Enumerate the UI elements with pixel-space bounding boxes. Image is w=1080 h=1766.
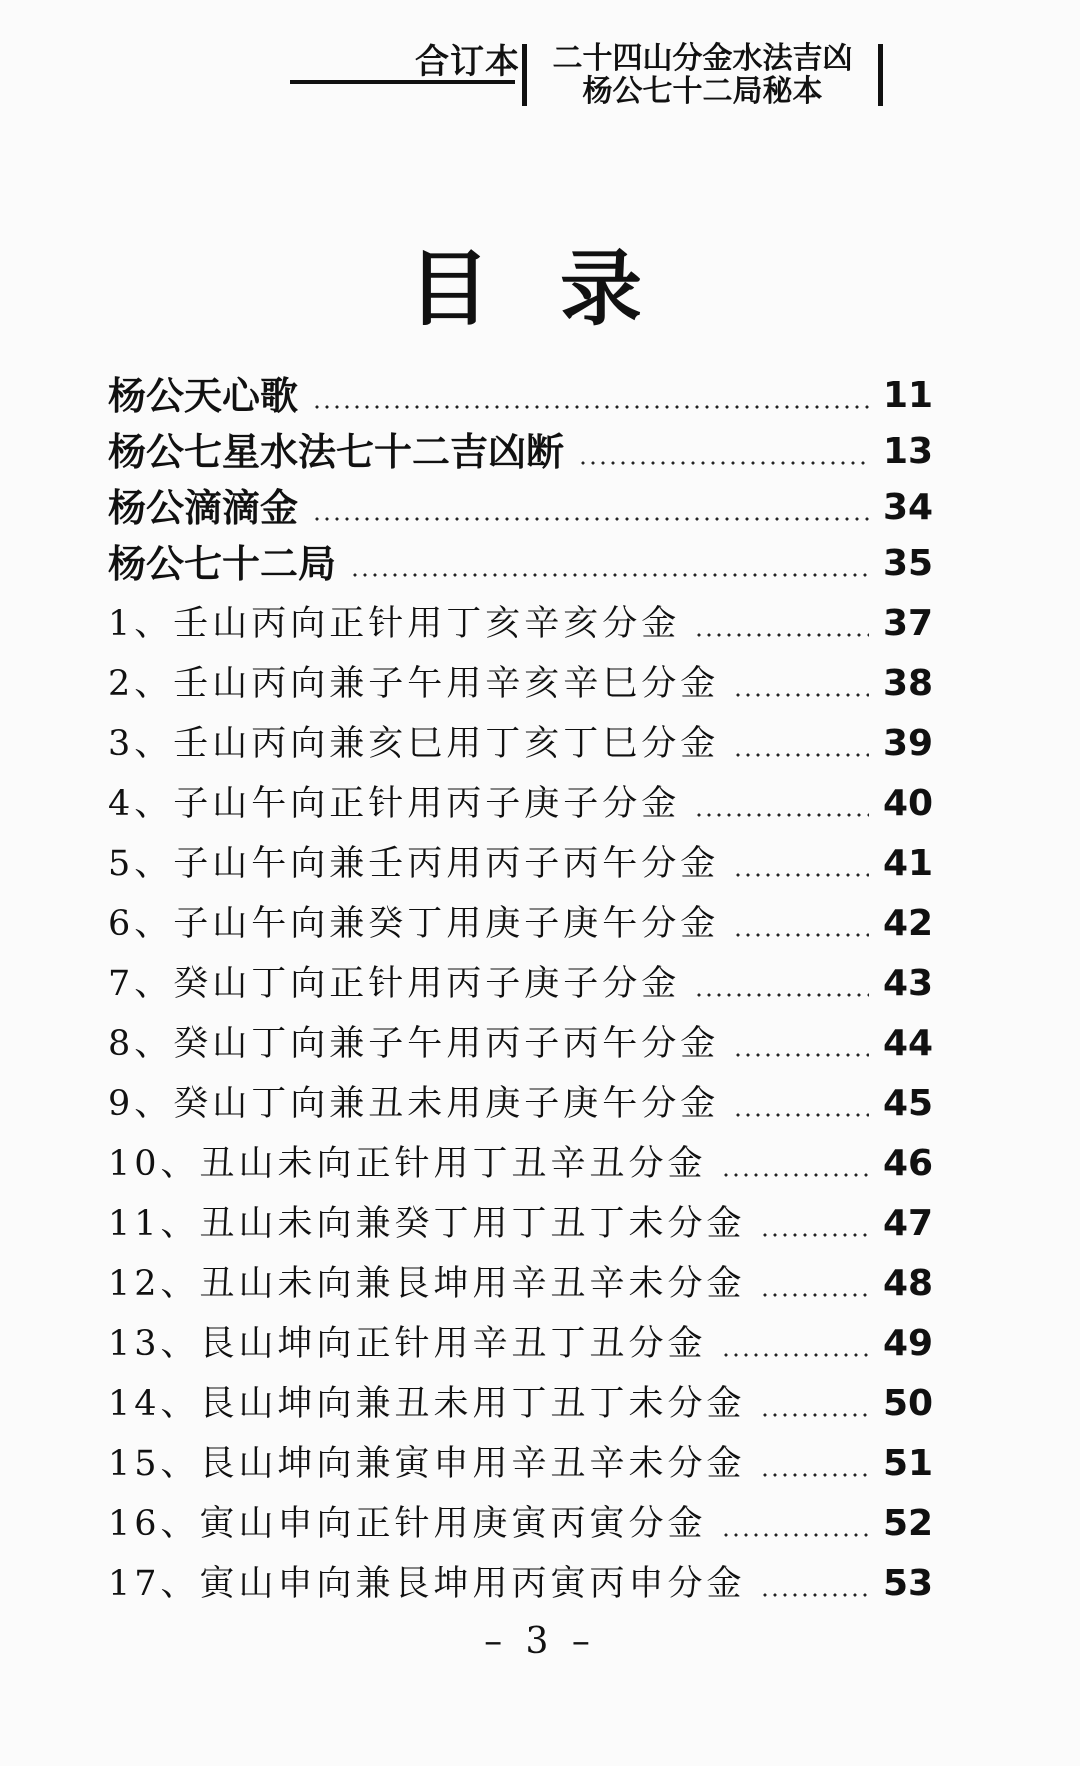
toc-entry[interactable] xyxy=(108,889,943,949)
toc-entry[interactable] xyxy=(108,1489,943,1549)
toc-page-number: 52 xyxy=(883,1503,934,1544)
toc-dot-leader xyxy=(350,573,869,577)
toc-entry-label: 14、艮山坤向兼丑未用丁丑丁未分金 xyxy=(108,1384,746,1424)
toc-dot-leader xyxy=(760,1473,869,1477)
toc-entry-label: 7、癸山丁向正针用丙子庚子分金 xyxy=(108,964,681,1004)
toc-page-number: 48 xyxy=(883,1263,934,1304)
toc-dot-leader xyxy=(733,933,869,937)
toc-entry-label: 2、壬山丙向兼子午用辛亥辛巳分金 xyxy=(108,664,720,704)
toc-dot-leader xyxy=(578,461,869,465)
toc-dot-leader xyxy=(760,1413,869,1417)
toc-entry[interactable] xyxy=(108,949,943,1009)
page-title: 目录 xyxy=(407,242,712,337)
toc-page-number: 53 xyxy=(883,1563,934,1604)
header-divider-right xyxy=(878,44,883,106)
toc-page-number: 42 xyxy=(883,903,934,944)
table-of-contents xyxy=(108,365,943,1609)
header-title-line2: 杨公七十二局秘本 xyxy=(582,74,823,109)
toc-entry-label: 1、壬山丙向正针用丁亥辛亥分金 xyxy=(108,604,681,644)
toc-page-number: 34 xyxy=(883,487,934,528)
toc-entry[interactable] xyxy=(108,589,943,649)
toc-dot-leader xyxy=(721,1173,869,1177)
toc-entry[interactable] xyxy=(108,769,943,829)
toc-dot-leader xyxy=(312,405,869,409)
toc-entry[interactable] xyxy=(108,649,943,709)
toc-page-number: 45 xyxy=(883,1083,934,1124)
toc-entry-label: 17、寅山申向兼艮坤用丙寅丙申分金 xyxy=(108,1564,746,1604)
header-book-title xyxy=(530,42,875,108)
toc-dot-leader xyxy=(760,1293,869,1297)
toc-entry[interactable] xyxy=(108,1069,943,1129)
toc-page-number: 38 xyxy=(883,663,934,704)
header-title-line1: 二十四山分金水法吉凶 xyxy=(552,41,853,76)
toc-dot-leader xyxy=(694,813,869,817)
toc-entry-label: 13、艮山坤向正针用辛丑丁丑分金 xyxy=(108,1324,707,1364)
toc-dot-leader xyxy=(733,1113,869,1117)
toc-page-number: 47 xyxy=(883,1203,934,1244)
toc-entry-major[interactable] xyxy=(108,365,943,421)
running-header xyxy=(290,42,890,112)
toc-entry-label: 4、子山午向正针用丙子庚子分金 xyxy=(108,784,681,824)
toc-entry-major[interactable] xyxy=(108,533,943,589)
toc-page-number: 40 xyxy=(883,783,934,824)
toc-page-number: 13 xyxy=(883,431,934,472)
toc-entry[interactable] xyxy=(108,1309,943,1369)
toc-entry[interactable] xyxy=(108,1369,943,1429)
header-divider-left xyxy=(522,44,527,106)
toc-entry-label: 9、癸山丁向兼丑未用庚子庚午分金 xyxy=(108,1084,720,1124)
toc-dot-leader xyxy=(760,1593,869,1597)
toc-entry-label: 杨公天心歌 xyxy=(108,374,299,418)
page-number-footer: – 3 – xyxy=(484,1621,596,1662)
toc-dot-leader xyxy=(733,1053,869,1057)
toc-dot-leader xyxy=(733,873,869,877)
toc-entry[interactable] xyxy=(108,1429,943,1489)
toc-page-number: 44 xyxy=(883,1023,934,1064)
toc-dot-leader xyxy=(694,633,869,637)
toc-entry[interactable] xyxy=(108,829,943,889)
toc-dot-leader xyxy=(312,517,869,521)
toc-entry-label: 杨公七星水法七十二吉凶断 xyxy=(108,430,565,474)
toc-page-number: 43 xyxy=(883,963,934,1004)
toc-entry-label: 11、丑山未向兼癸丁用丁丑丁未分金 xyxy=(108,1204,746,1244)
toc-entry[interactable] xyxy=(108,1549,943,1609)
toc-entry-label: 12、丑山未向兼艮坤用辛丑辛未分金 xyxy=(108,1264,746,1304)
toc-entry-label: 杨公滴滴金 xyxy=(108,486,299,530)
toc-entry-label: 15、艮山坤向兼寅申用辛丑辛未分金 xyxy=(108,1444,746,1484)
toc-page-number: 50 xyxy=(883,1383,934,1424)
toc-entry-label: 10、丑山未向正针用丁丑辛丑分金 xyxy=(108,1144,707,1184)
toc-entry[interactable] xyxy=(108,1249,943,1309)
toc-page-number: 11 xyxy=(883,375,934,416)
toc-page-number: 35 xyxy=(883,543,934,584)
toc-page-number: 37 xyxy=(883,603,934,644)
toc-dot-leader xyxy=(694,993,869,997)
header-volume-label: 合订本 xyxy=(415,42,520,82)
toc-page-number: 49 xyxy=(883,1323,934,1364)
toc-entry-label: 5、子山午向兼壬丙用丙子丙午分金 xyxy=(108,844,720,884)
toc-dot-leader xyxy=(733,693,869,697)
toc-dot-leader xyxy=(760,1233,869,1237)
toc-dot-leader xyxy=(733,753,869,757)
toc-page-number: 39 xyxy=(883,723,934,764)
toc-entry-label: 杨公七十二局 xyxy=(108,542,337,586)
toc-dot-leader xyxy=(721,1533,869,1537)
toc-entry-major[interactable] xyxy=(108,477,943,533)
toc-page-number: 51 xyxy=(883,1443,934,1484)
toc-page-number: 41 xyxy=(883,843,934,884)
toc-entry-label: 3、壬山丙向兼亥巳用丁亥丁巳分金 xyxy=(108,724,720,764)
toc-entry[interactable] xyxy=(108,709,943,769)
toc-entry-label: 6、子山午向兼癸丁用庚子庚午分金 xyxy=(108,904,720,944)
toc-entry-major[interactable] xyxy=(108,421,943,477)
toc-entry[interactable] xyxy=(108,1009,943,1069)
toc-dot-leader xyxy=(721,1353,869,1357)
toc-page-number: 46 xyxy=(883,1143,934,1184)
toc-entry[interactable] xyxy=(108,1129,943,1189)
toc-entry-label: 8、癸山丁向兼子午用丙子丙午分金 xyxy=(108,1024,720,1064)
toc-entry-label: 16、寅山申向正针用庚寅丙寅分金 xyxy=(108,1504,707,1544)
toc-entry[interactable] xyxy=(108,1189,943,1249)
